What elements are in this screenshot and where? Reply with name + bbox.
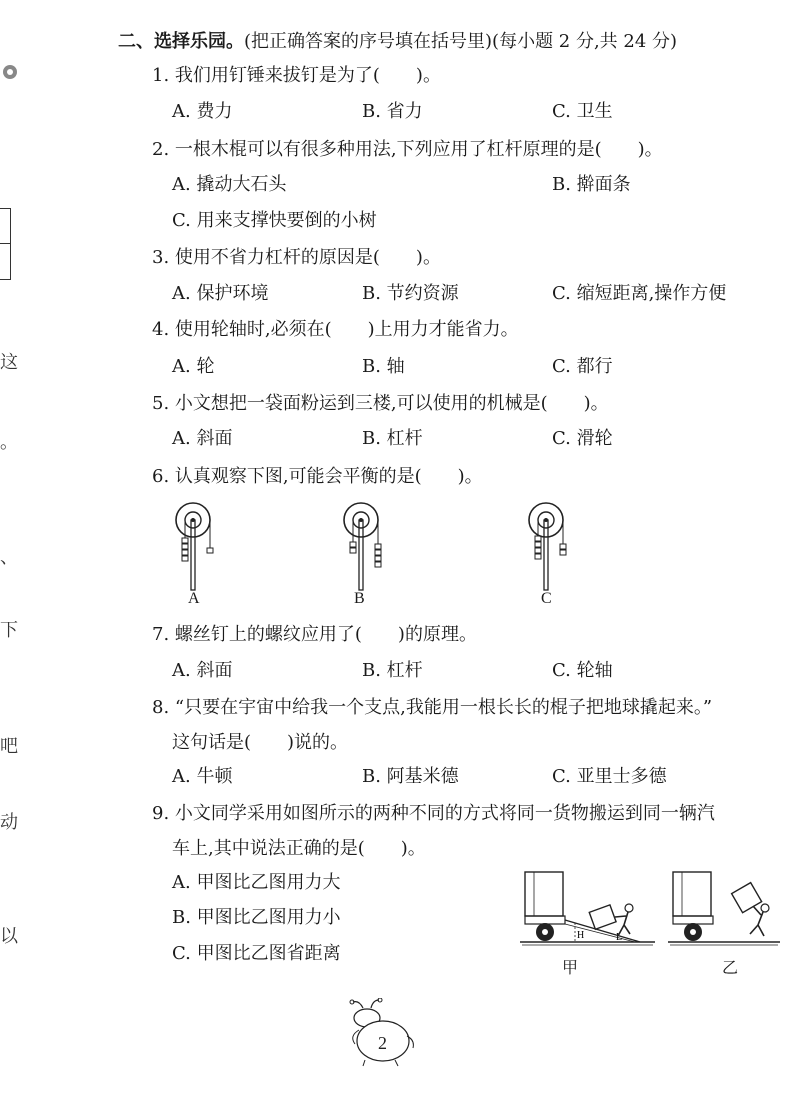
option-c[interactable]: C. 甲图比乙图省距离 — [172, 943, 341, 964]
margin-fragment: 。 — [0, 432, 18, 453]
question-stem-continued: 车上,其中说法正确的是( )。 — [172, 838, 426, 859]
option-a[interactable]: A. 撬动大石头 — [172, 174, 287, 195]
question-stem: 1. 我们用钉锤来拔钉是为了( )。 — [152, 65, 441, 86]
wheel-axle-figure-b[interactable] — [333, 500, 403, 595]
option-a[interactable]: A. 费力 — [172, 101, 233, 122]
wheel-axle-figure-a[interactable] — [165, 500, 235, 595]
section-header — [118, 30, 677, 54]
question-stem: 6. 认真观察下图,可能会平衡的是( )。 — [152, 466, 483, 487]
option-b[interactable]: B. 省力 — [362, 101, 423, 122]
page-number: 2 — [378, 1033, 387, 1053]
question-stem: 9. 小文同学采用如图所示的两种不同的方式将同一货物搬运到同一辆汽 — [152, 803, 715, 824]
margin-box-divider — [0, 243, 10, 244]
option-a[interactable]: A. 轮 — [172, 356, 215, 377]
question-stem: 3. 使用不省力杠杆的原因是( )。 — [152, 247, 441, 268]
option-c[interactable]: C. 卫生 — [552, 101, 613, 122]
margin-fragment: 吧 — [0, 736, 18, 757]
truck-lift-figure[interactable] — [668, 870, 780, 948]
question-stem: 7. 螺丝钉上的螺纹应用了( )的原理。 — [152, 624, 477, 645]
option-b[interactable]: B. 甲图比乙图用力小 — [172, 907, 341, 928]
figure-label-yi: 乙 — [722, 960, 739, 977]
option-c[interactable]: C. 都行 — [552, 356, 613, 377]
figure-label-c: C — [541, 590, 552, 607]
option-c[interactable]: C. 滑轮 — [552, 428, 613, 449]
length-mark: L — [616, 932, 623, 943]
question-stem: 5. 小文想把一袋面粉运到三楼,可以使用的机械是( )。 — [152, 393, 609, 414]
question-stem: 2. 一根木棍可以有很多种用法,下列应用了杠杆原理的是( )。 — [152, 139, 663, 160]
section-instruction: (把正确答案的序号填在括号里)(每小题 2 分,共 24 分) — [244, 31, 678, 52]
margin-fragment: 以 — [0, 926, 18, 947]
option-b[interactable]: B. 擀面条 — [552, 174, 631, 195]
question-stem-continued: 这句话是( )说的。 — [172, 732, 349, 753]
option-a[interactable]: A. 斜面 — [172, 660, 233, 681]
question-stem: 4. 使用轮轴时,必须在( )上用力才能省力。 — [152, 319, 519, 340]
margin-fragment: 下 — [0, 620, 18, 641]
option-b[interactable]: B. 轴 — [362, 356, 405, 377]
page-number-badge — [335, 998, 420, 1068]
wheel-axle-figure-c[interactable] — [518, 500, 588, 595]
margin-box — [0, 208, 11, 280]
option-c[interactable]: C. 用来支撑快要倒的小树 — [172, 210, 377, 231]
option-a[interactable]: A. 牛顿 — [172, 766, 233, 787]
section-title: 二、选择乐园。 — [118, 31, 244, 52]
margin-fragment: 动 — [0, 812, 18, 833]
option-c[interactable]: C. 缩短距离,操作方便 — [552, 283, 727, 304]
option-b[interactable]: B. 杠杆 — [362, 660, 423, 681]
margin-fragment: 这 — [0, 352, 18, 373]
figure-label-a: A — [188, 590, 200, 607]
margin-decoration — [0, 60, 20, 90]
option-b[interactable]: B. 杠杆 — [362, 428, 423, 449]
figure-label-b: B — [354, 590, 365, 607]
question-stem: 8. “只要在宇宙中给我一个支点,我能用一根长长的棍子把地球撬起来。” — [152, 697, 713, 718]
option-c[interactable]: C. 轮轴 — [552, 660, 613, 681]
truck-ramp-figure[interactable] — [520, 870, 655, 948]
option-a[interactable]: A. 保护环境 — [172, 283, 269, 304]
height-mark: H — [577, 930, 585, 941]
figure-label-jia: 甲 — [562, 960, 579, 977]
option-a[interactable]: A. 斜面 — [172, 428, 233, 449]
option-b[interactable]: B. 阿基米德 — [362, 766, 459, 787]
option-a[interactable]: A. 甲图比乙图用力大 — [172, 872, 341, 893]
margin-fragment: 、 — [0, 547, 18, 568]
option-b[interactable]: B. 节约资源 — [362, 283, 459, 304]
option-c[interactable]: C. 亚里士多德 — [552, 766, 667, 787]
